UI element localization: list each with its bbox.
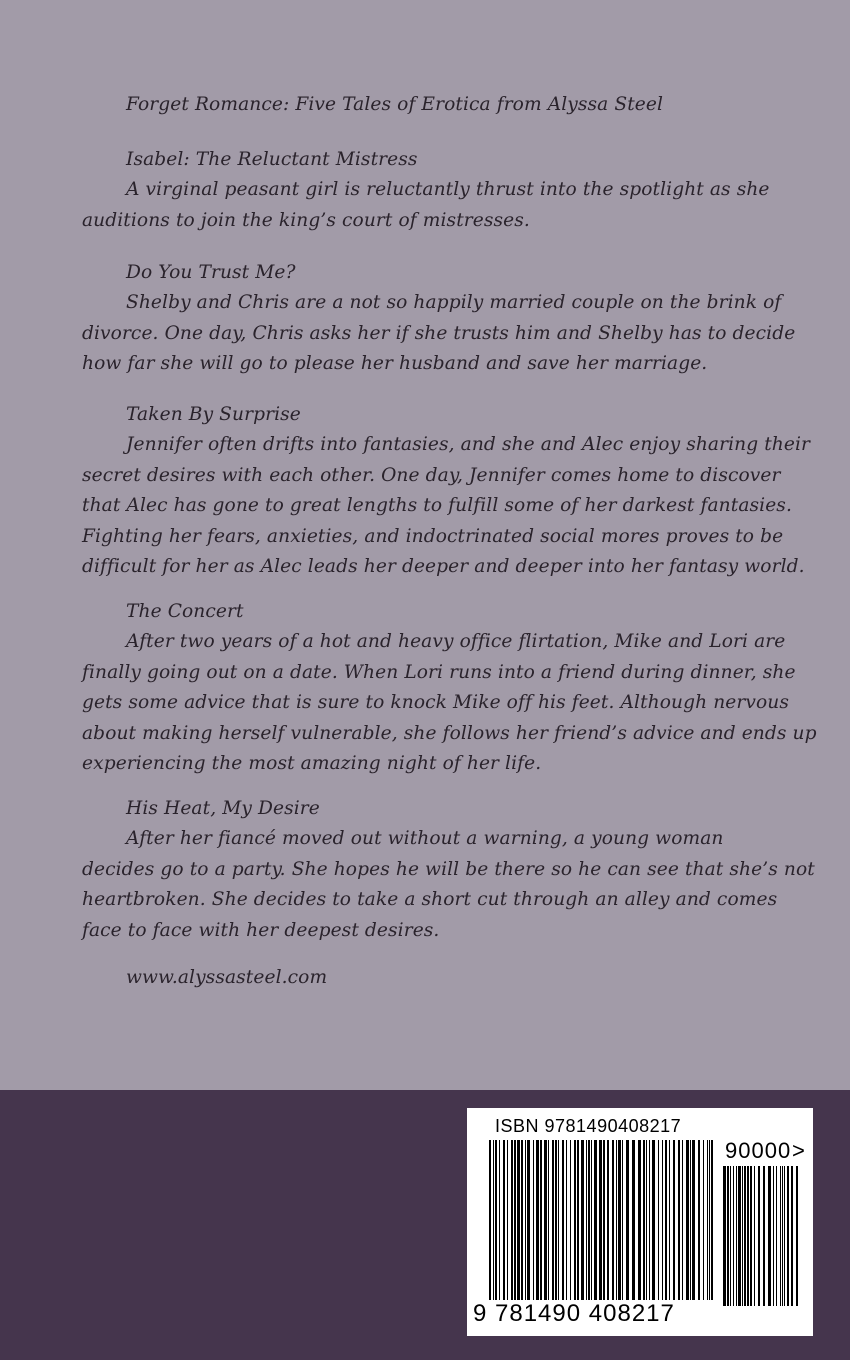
supplement-bar [747, 1166, 749, 1306]
supplement-bar [791, 1166, 793, 1306]
supplement-bar [782, 1166, 783, 1306]
blurb-line: auditions to join the king’s court of mistresses. [82, 209, 530, 231]
barcode-bar [678, 1140, 680, 1300]
blurb-line: secret desires with each other. One day, Jennifer comes home to discover [82, 464, 781, 486]
isbn-label: ISBN 9781490408217 [495, 1116, 682, 1136]
barcode-bar [493, 1140, 494, 1300]
supplement-bar [727, 1166, 729, 1306]
blurb-line: finally going out on a date. When Lori runs into a friend during dinner, she [82, 661, 796, 683]
blurb-line: face to face with her deepest desires. [82, 919, 440, 941]
blurb-line: divorce. One day, Chris asks her if she trusts him and Shelby has to decide [82, 322, 796, 344]
supplement-bar [750, 1166, 752, 1306]
blurb-line: gets some advice that is sure to knock Mike off his feet. Although nervous [82, 692, 789, 713]
isbn-barcode-box [467, 1108, 813, 1336]
barcode-bar [558, 1140, 559, 1300]
barcode-bar [552, 1140, 554, 1300]
supplement-bar [784, 1166, 785, 1306]
barcode-bar [711, 1140, 713, 1300]
supplement-bar [776, 1166, 777, 1306]
barcode-bar [652, 1140, 655, 1300]
blurb-line: Jennifer often drifts into fantasies, and she and Alec enjoy sharing their [126, 434, 811, 455]
barcode-bar [581, 1140, 584, 1300]
supplement-bar [742, 1166, 743, 1306]
barcode-bar [618, 1140, 621, 1300]
story-blurb-2 [82, 288, 796, 380]
story-blurb-3 [82, 430, 811, 583]
barcode-bar [503, 1140, 505, 1300]
supplement-bar [744, 1166, 746, 1306]
barcode-bar [588, 1140, 590, 1300]
barcode-bar [511, 1140, 513, 1300]
barcode-bar [566, 1140, 567, 1300]
barcode-bar [649, 1140, 650, 1300]
blurb-line: Fighting her fears, anxieties, and indoctrinated social mores proves to be [82, 525, 784, 547]
price-code: 90000 [725, 1138, 792, 1163]
blurb-line: experiencing the most amazing night of her life. [82, 753, 542, 774]
website-url[interactable]: www.alyssasteel.com [126, 967, 328, 988]
blurb-line: heartbroken. She decides to take a short cut through an alley and comes [82, 889, 778, 910]
blurb-line: A virginal peasant girl is reluctantly thrust into the spotlight as she [126, 179, 770, 200]
story-title-4: The Concert [126, 601, 244, 622]
barcode-bar [662, 1140, 663, 1300]
story-blurb-4 [82, 627, 817, 780]
barcode-bar [599, 1140, 602, 1300]
barcode-bar [686, 1140, 689, 1300]
barcode-bar [603, 1140, 605, 1300]
barcode-bar [499, 1140, 500, 1300]
barcode-bar [632, 1140, 635, 1300]
story-title-1: Isabel: The Reluctant Mistress [126, 149, 418, 170]
story-title-2: Do You Trust Me? [126, 262, 296, 283]
barcode-bar [709, 1140, 710, 1300]
supplement-bar [780, 1166, 781, 1306]
barcode-bar [548, 1140, 549, 1300]
barcode-bar [507, 1140, 508, 1300]
barcode-bar [536, 1140, 539, 1300]
price-arrow: > [792, 1138, 805, 1163]
supplement-bar [733, 1166, 734, 1306]
barcode-bar [521, 1140, 523, 1300]
barcode-bar [562, 1140, 564, 1300]
supplement-bar [758, 1166, 760, 1306]
barcode-bar [514, 1140, 516, 1300]
story-title-5: His Heat, My Desire [126, 798, 320, 819]
barcode-bar [533, 1140, 534, 1300]
barcode-bar [690, 1140, 691, 1300]
barcode-bar [586, 1140, 587, 1300]
blurb-line: that Alec has gone to great lengths to fulfill some of her darkest fantasies. [82, 495, 792, 516]
book-heading: Forget Romance: Five Tales of Erotica from Alyssa Steel [126, 94, 664, 115]
barcode-bar [591, 1140, 592, 1300]
supplement-bar [787, 1166, 789, 1306]
barcode-bar [527, 1140, 530, 1300]
supplement-bar [796, 1166, 798, 1306]
barcode-bar [673, 1140, 675, 1300]
barcode-bar [594, 1140, 597, 1300]
barcode-bar [544, 1140, 547, 1300]
isbn-digits: 9 781490 408217 [473, 1300, 675, 1327]
supplement-bar [754, 1166, 755, 1306]
story-title-3: Taken By Surprise [126, 404, 301, 425]
blurb-line: decides go to a party. She hopes he will be there so he can see that she’s not [82, 858, 815, 880]
barcode-bar [646, 1140, 647, 1300]
blurb-line: how far she will go to please her husband and save her marriage. [82, 353, 708, 374]
supplement-bar [773, 1166, 774, 1306]
story-blurb-5 [82, 824, 815, 946]
barcode-bar [665, 1140, 667, 1300]
barcode-bar [638, 1140, 641, 1300]
barcode-bar [555, 1140, 557, 1300]
blurb-line: Shelby and Chris are a not so happily married couple on the brink of [126, 292, 782, 313]
barcode-bar [574, 1140, 576, 1300]
supplement-bar [736, 1166, 737, 1306]
blurb-line: After her fiancé moved out without a warning, a young woman [126, 828, 724, 849]
barcode-bar [692, 1140, 695, 1300]
barcode-bar [622, 1140, 623, 1300]
barcode-bar [626, 1140, 629, 1300]
barcode-bar [643, 1140, 645, 1300]
barcode-bar [489, 1140, 491, 1300]
blurb-line: difficult for her as Alec leads her deeper and deeper into her fantasy world. [82, 556, 805, 577]
barcode-bar [707, 1140, 708, 1300]
barcode-bar [612, 1140, 614, 1300]
barcode-bars [487, 1140, 717, 1300]
barcode-bar [540, 1140, 542, 1300]
barcode-bar [616, 1140, 617, 1300]
supplement-bar [723, 1166, 726, 1306]
barcode-bar [495, 1140, 497, 1300]
supplement-bar [738, 1166, 741, 1306]
barcode-bar [570, 1140, 571, 1300]
blurb-line: about making herself vulnerable, she follows her friend’s advice and ends up [82, 722, 817, 744]
supplement-bar [730, 1166, 731, 1306]
barcode-bar [577, 1140, 579, 1300]
story-blurb-1 [82, 175, 772, 236]
barcode-bar [525, 1140, 526, 1300]
barcode-bar [669, 1140, 670, 1300]
supplement-bar [763, 1166, 765, 1306]
barcode-bar [607, 1140, 609, 1300]
barcode-bar [517, 1140, 520, 1300]
barcode-bar [658, 1140, 659, 1300]
barcode-bar [703, 1140, 704, 1300]
barcode-bar [698, 1140, 700, 1300]
supplement-barcode-bars [723, 1166, 803, 1306]
barcode-bar [682, 1140, 683, 1300]
supplement-bar [768, 1166, 771, 1306]
blurb-line: After two years of a hot and heavy office flirtation, Mike and Lori are [126, 631, 786, 652]
